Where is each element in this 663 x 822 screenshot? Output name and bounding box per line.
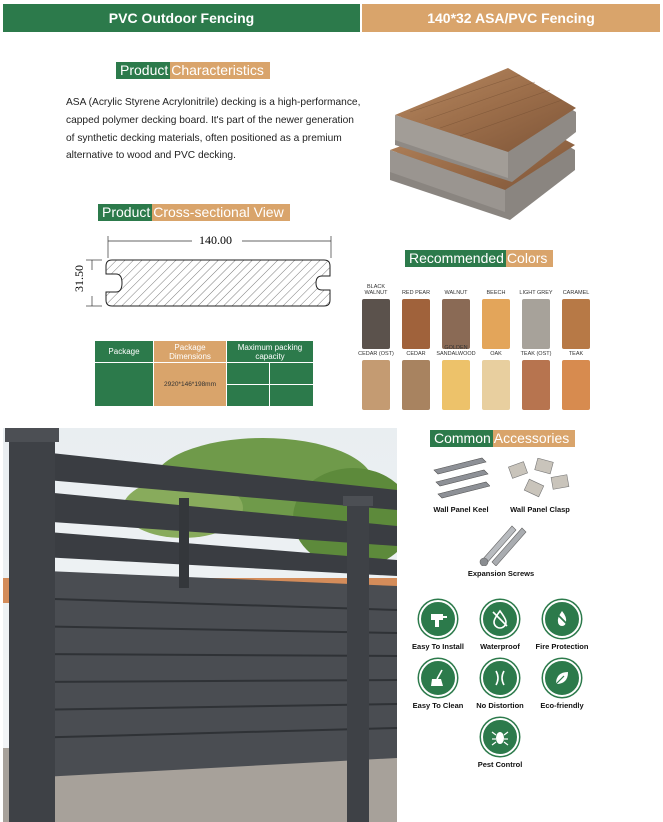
color-swatch-item <box>436 345 476 410</box>
heading-part-b: Cross-sectional View <box>152 204 289 221</box>
characteristics-heading <box>116 62 270 79</box>
color-name: BLACK WALNUT <box>364 284 388 296</box>
wall-panel-clasp-image <box>508 458 574 500</box>
package-header: Package <box>95 341 154 363</box>
broom-icon <box>419 659 457 697</box>
color-swatch-item <box>516 284 556 349</box>
drill-icon <box>419 600 457 638</box>
color-swatch-item <box>556 345 596 410</box>
heading-part-b: Colors <box>506 250 553 267</box>
feature-label: Easy To Clean <box>412 701 464 710</box>
color-swatch <box>402 360 430 410</box>
no-distortion-icon <box>481 659 519 697</box>
color-swatch <box>562 299 590 349</box>
wall-panel-keel-image <box>432 456 490 500</box>
color-swatch-item <box>516 345 556 410</box>
height-dimension: 31.50 <box>72 265 86 292</box>
feature-fire-protection <box>532 600 592 651</box>
color-swatch <box>362 299 390 349</box>
accessory-label: Expansion Screws <box>467 569 535 578</box>
capacity-header: Maximum packing capacity <box>227 341 314 363</box>
board-product-image <box>380 40 585 230</box>
expansion-screws-image <box>478 520 528 566</box>
feature-waterproof <box>474 600 526 651</box>
color-name: CEDAR (OST) <box>358 351 394 357</box>
color-swatch <box>522 360 550 410</box>
header-right-title: 140*32 ASA/PVC Fencing <box>362 4 660 32</box>
colors-row-1 <box>356 284 596 349</box>
accessories-heading <box>430 430 575 447</box>
color-name: TEAK (OST) <box>520 351 552 357</box>
accessory-label: Wall Panel Clasp <box>510 505 570 514</box>
feature-easy-install <box>412 600 464 651</box>
color-name: OAK <box>490 351 502 357</box>
color-name: CARAMEL <box>562 290 590 296</box>
color-swatch-item <box>356 284 396 349</box>
color-swatch <box>402 299 430 349</box>
cross-section-heading <box>98 204 290 221</box>
feature-label: Pest Control <box>477 760 523 769</box>
color-name: GOLDEN SANDALWOOD <box>436 345 476 357</box>
feature-label: Eco-friendly <box>540 701 584 710</box>
color-swatch-item <box>396 345 436 410</box>
capacity-cell <box>270 363 314 385</box>
color-name: RED PEAR <box>401 290 431 296</box>
package-dimensions-header: Package Dimensions <box>154 341 227 363</box>
color-swatch-item <box>356 345 396 410</box>
heading-part-a: Product <box>116 62 170 79</box>
color-swatch <box>482 360 510 410</box>
capacity-cell <box>227 363 270 385</box>
color-swatch-item <box>556 284 596 349</box>
feature-easy-clean <box>410 659 466 710</box>
capacity-cell <box>270 385 314 407</box>
package-cell <box>95 363 154 407</box>
leaf-icon <box>543 659 581 697</box>
flame-icon <box>543 600 581 638</box>
color-swatch <box>442 299 470 349</box>
color-name: CEDAR <box>406 351 426 357</box>
bug-icon <box>481 718 519 756</box>
color-name: LIGHT GREY <box>519 290 553 296</box>
feature-no-distortion <box>472 659 528 710</box>
characteristics-text: ASA (Acrylic Styrene Acrylonitrile) decking is a high-performance, capped polymer decking board. It's part of the newer generation of synthetic decking materials, often positioned as a premium alternative to wood and PVC decking. <box>66 97 361 162</box>
accessory-label: Wall Panel Keel <box>433 505 489 514</box>
color-swatch <box>442 360 470 410</box>
fence-photo <box>3 428 397 822</box>
feature-label: Easy To Install <box>412 642 464 651</box>
colors-row-2 <box>356 345 596 410</box>
color-name: BEECH <box>486 290 506 296</box>
package-table <box>94 340 314 407</box>
heading-part-a: Common <box>430 430 493 447</box>
colors-heading <box>405 250 553 267</box>
feature-eco-friendly <box>534 659 590 710</box>
feature-label: Waterproof <box>480 642 520 651</box>
capacity-cell <box>227 385 270 407</box>
feature-label: Fire Protection <box>535 642 589 651</box>
heading-part-a: Product <box>98 204 152 221</box>
feature-pest-control <box>472 718 528 769</box>
color-name: WALNUT <box>444 290 468 296</box>
heading-part-b: Accessories <box>493 430 575 447</box>
color-swatch-item <box>396 284 436 349</box>
color-swatch <box>482 299 510 349</box>
color-swatch <box>562 360 590 410</box>
package-dimensions-value: 2920*146*198mm <box>154 363 227 407</box>
heading-part-b: Characteristics <box>170 62 270 79</box>
color-swatch-item <box>436 284 476 349</box>
color-swatch <box>522 299 550 349</box>
color-swatch-item <box>476 345 516 410</box>
feature-label: No Distortion <box>476 701 524 710</box>
heading-part-a: Recommended <box>405 250 506 267</box>
water-drop-icon <box>481 600 519 638</box>
width-dimension: 140.00 <box>199 233 232 247</box>
color-swatch-item <box>476 284 516 349</box>
color-swatch <box>362 360 390 410</box>
header-left-title: PVC Outdoor Fencing <box>3 4 360 32</box>
color-name: TEAK <box>568 351 584 357</box>
